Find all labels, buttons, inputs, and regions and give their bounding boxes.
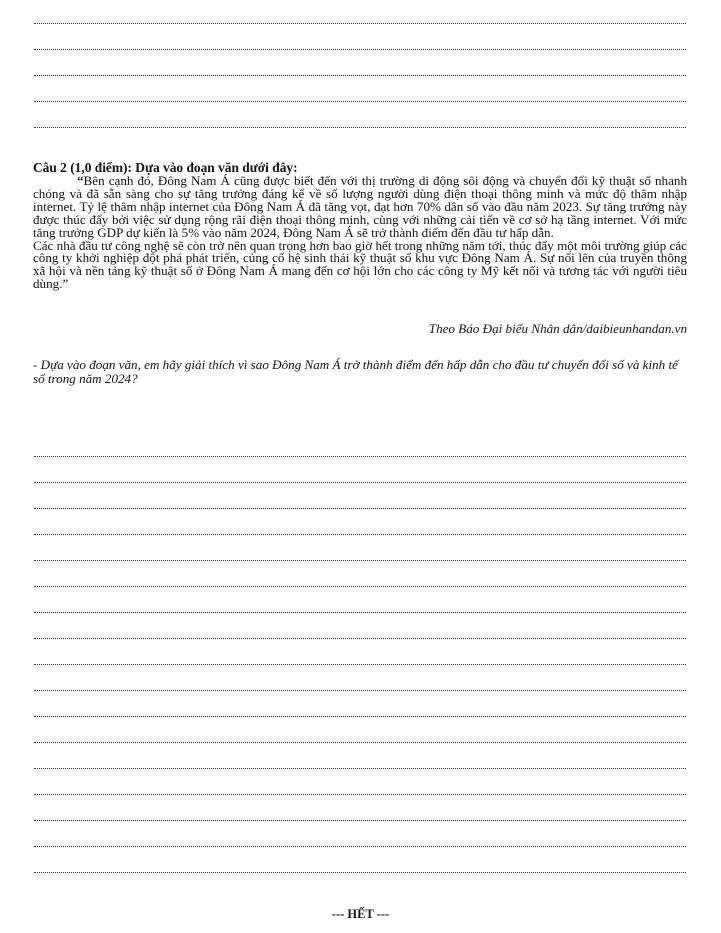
answer-line: [34, 638, 686, 639]
answer-line: [34, 872, 686, 873]
answer-line: [34, 456, 686, 457]
answer-line: [34, 716, 686, 717]
answer-line: [34, 75, 686, 76]
answer-line: [34, 820, 686, 821]
opening-quote: “: [77, 173, 84, 188]
answer-line: [34, 23, 686, 24]
question-title: Câu 2 (1,0 điểm): Dựa vào đoạn văn dưới đây:: [33, 160, 298, 175]
answer-line: [34, 742, 686, 743]
answer-line: [34, 690, 686, 691]
source-citation: Theo Báo Đại biểu Nhân dân/daibieunhandan.vn: [428, 321, 687, 336]
answer-line: [34, 508, 686, 509]
answer-line: [34, 482, 686, 483]
passage-text-1: Bên cạnh đó, Đông Nam Á cũng được biết đến với thị trường di động sôi động và chuyển đổi kỹ thuật số nhanh chóng và đã sẵn sàng cho sự tăng trưởng đáng kể về số lượng người dùng điện thoại thông minh và mức độ thâm nhập internet. Tỷ lệ thâm nhập internet của Đông Nam Á đã tăng vọt, đạt hơn 70% dân số vào đầu năm 2023. Sự tăng trưởng này được thúc đẩy bởi việc sử dụng rộng rãi điện thoại thông minh, cùng với những cải tiến về cơ sở hạ tầng internet. Với mức tăng trưởng GDP dự kiến là 5% vào năm 2024, Đông Nam Á sẽ trở thành điểm đến đầu tư hấp dẫn.: [33, 173, 687, 240]
passage-paragraph-1: [33, 175, 687, 240]
answer-line: [34, 101, 686, 102]
end-mark: --- HẾT ---: [331, 907, 390, 921]
answer-line: [34, 794, 686, 795]
answer-line: [34, 560, 686, 561]
answer-line: [34, 49, 686, 50]
answer-line: [34, 768, 686, 769]
answer-line: [34, 612, 686, 613]
answer-line: [34, 664, 686, 665]
task-prompt: - Dựa vào đoạn văn, em hãy giải thích vì sao Đông Nam Á trở thành điểm đến hấp dẫn cho đầu tư chuyển đổi số và kinh tế số trong năm 2024?: [33, 357, 678, 386]
answer-line: [34, 127, 686, 128]
answer-line: [34, 586, 686, 587]
answer-line: [34, 846, 686, 847]
passage-paragraph-2: Các nhà đầu tư công nghệ sẽ còn trở nên quan trọng hơn bao giờ hết trong những năm tới, thúc đẩy một môi trường giúp các công ty khởi nghiệp đột phá phát triển, củng cố hệ sinh thái kỹ thuật số khu vực Đông Nam Á. Sự nổi lên của truyền thông xã hội và nền tảng kỹ thuật số ở Đông Nam Á mang đến cơ hội lớn cho các công ty Mỹ kết nối và tương tác với người tiêu dùng.”: [33, 237, 687, 292]
passage: [33, 175, 687, 291]
answer-line: [34, 534, 686, 535]
